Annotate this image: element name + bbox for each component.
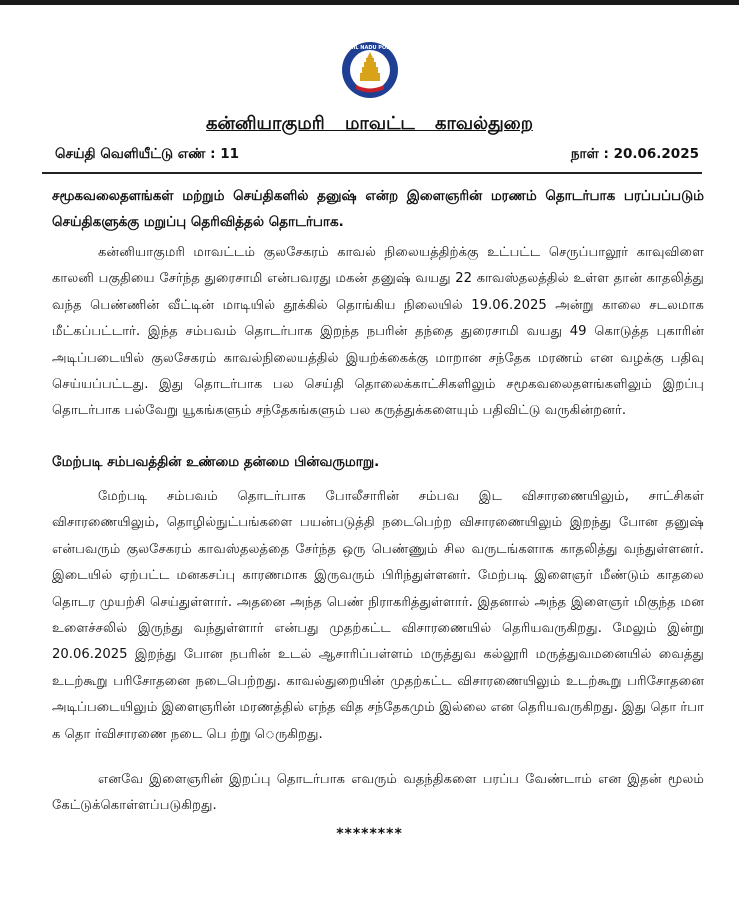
top-border [0, 0, 739, 5]
paragraph-investigation: மேற்படி சம்பவம் தொடர்பாக போலீசாரின் சம்பவ இட விசாரணையிலும், சாட்சிகள் விசாரணையிலும், தொழில்நுட்பங்களை பயன்படுத்தி நடைபெற்ற விசாரணையிலும் இறந்து போன தனுஷ் என்பவரும் குலசேகரம் காவஸ்தலத்தை சேர்ந்த ஒரு பெண்ணும் சில வருடங்களாக காதலித்து வந்துள்ளனர். இடையில் ஏற்பட்ட மனகசப்பு காரணமாக இருவரும் பிரிந்துள்ளனர். மேற்படி இளைஞர் மீண்டும் காதலை தொடர முயற்சி செய்துள்ளார். அதனை அந்த பெண் நிராகரித்துள்ளார். இதனால் அந்த இளைஞர் மிகுந்த மன உளைச்சலில் இருந்து வந்துள்ளார் என்பது முதற்கட்ட விசாரணையில் தெரியவருகிறது. மேலும் இன்று 20.06.2025 இறந்து போன நபரின் உடல் ஆசாரிப்பள்ளம் மருத்துவ கல்லூரி மருத்துவமனையில் வைத்து உடற்கூறு பரிசோதனை நடைபெற்றது. காவல்துறையின் முதற்கட்ட விசாரணையிலும் உடற்கூறு பரிசோதனை அடிப்படையிலும் இளைஞரின் மரணத்தில் எந்த வித சந்தேகமும் இல்லை என தெரியவருகிறது. இது தொ ர்பா க தொ ர்விசாரணை நடை பெ ற்று ெருகிறது. [52, 489, 704, 742]
tamil-nadu-police-emblem-icon [340, 40, 400, 100]
emblem-text: TAMIL NADU POLICE [341, 45, 399, 51]
page-title: கன்னியாகுமரி மாவட்ட காவல்துறை [206, 113, 533, 134]
closing-marks: ******** [336, 826, 403, 842]
release-date: நாள் : 20.06.2025 [570, 146, 699, 162]
release-number: செய்தி வெளியீட்டு எண் : 11 [55, 146, 240, 162]
divider [42, 172, 702, 174]
facts-heading: மேற்படி சம்பவத்தின் உண்மை தன்மை பின்வருமாறு. [52, 454, 380, 470]
paragraph-incident: கன்னியாகுமரி மாவட்டம் குலசேகரம் காவல் நிலையத்திற்க்கு உட்பட்ட செருப்பாலூர் காவுவிளை காலனி பகுதியை சேர்ந்த துரைசாமி என்பவரது மகன் தனுஷ் வயது 22 காவஸ்தலத்தில் உள்ள தான் காதலித்து வந்த பெண்ணின் வீட்டின் மாடியில் தூக்கில் தொங்கிய நிலையில் 19.06.2025 அன்று காலை சடலமாக மீட்கப்பட்டார். இந்த சம்பவம் தொடர்பாக இறந்த நபரின் தந்தை துரைசாமி வயது 49 கொடுத்த புகாரின் அடிப்படையில் குலசேகரம் காவல்நிலையத்தில் இயற்க்கைக்கு மாறான சந்தேக மரணம் என வழக்கு பதிவு செய்யப்பட்டது. இது தொடர்பாக பல செய்தி தொலைக்காட்சிகளிலும் சமூகவலைதளங்களிலும் இறப்பு தொடர்பாக பல்வேறு யூகங்களும் சந்தேகங்களும் பல கருத்துக்களையும் பதிவிட்டு வருகின்றனர். [52, 245, 704, 419]
subject-heading: சமூகவலைதளங்கள் மற்றும் செய்திகளில் தனுஷ் என்ற இளைஞரின் மரணம் தொடர்பாக பரப்பப்படும் செய்திகளுக்கு மறுப்பு தெரிவித்தல் தொடர்பாக. [52, 188, 704, 231]
paragraph-appeal: எனவே இளைஞரின் இறப்பு தொடர்பாக எவரும் வதந்திகளை பரப்ப வேண்டாம் என இதன் மூலம் கேட்டுக்கொள்ளப்படுகிறது. [52, 772, 704, 814]
